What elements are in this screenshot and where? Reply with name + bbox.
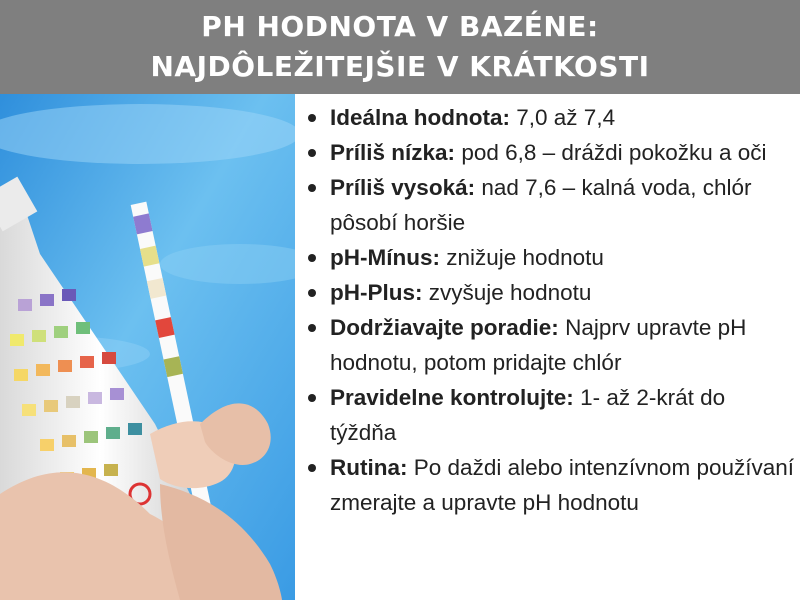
page-title-line-2: NAJDÔLEŽITEJŠIE V KRÁTKOSTI [150, 50, 650, 83]
test-kit-illustration [0, 94, 295, 600]
tip-text: znižuje hodnotu [446, 245, 604, 270]
tip-term: pH-Plus: [330, 280, 423, 305]
list-item-order [300, 310, 796, 380]
test-kit-photo [0, 94, 295, 600]
tips-panel [300, 100, 796, 594]
list-item-too-high [300, 170, 796, 240]
list-item-ph-minus [300, 240, 796, 275]
tip-text: nad 7,6 – kalná voda, chlór pôsobí horšie [330, 175, 752, 235]
header-banner [0, 0, 800, 94]
tip-term: Príliš vysoká: [330, 175, 476, 200]
tip-text: Najprv upravte pH hodnotu, potom pridajte chlór [330, 315, 747, 375]
tip-text: zvyšuje hodnotu [428, 280, 592, 305]
tip-term: Rutina: [330, 455, 408, 480]
tip-text: pod 6,8 – dráždi pokožku a oči [461, 140, 767, 165]
tips-list [300, 100, 796, 520]
tip-term: Pravidelne kontrolujte: [330, 385, 574, 410]
tip-text: 1- až 2-krát do týždňa [330, 385, 726, 445]
tip-text: 7,0 až 7,4 [516, 105, 616, 130]
list-item-ideal [300, 100, 796, 135]
tip-term: Príliš nízka: [330, 140, 456, 165]
tip-term: Ideálna hodnota: [330, 105, 510, 130]
tip-term: Dodržiavajte poradie: [330, 315, 559, 340]
list-item-routine [300, 450, 796, 520]
tip-text: Po daždi alebo intenzívnom používaní zmerajte a upravte pH hodnotu [330, 455, 795, 515]
list-item-ph-plus [300, 275, 796, 310]
list-item-check [300, 380, 796, 450]
tip-term: pH-Mínus: [330, 245, 440, 270]
list-item-too-low [300, 135, 796, 170]
page-title-line-1: PH HODNOTA V BAZÉNE: [201, 10, 599, 43]
